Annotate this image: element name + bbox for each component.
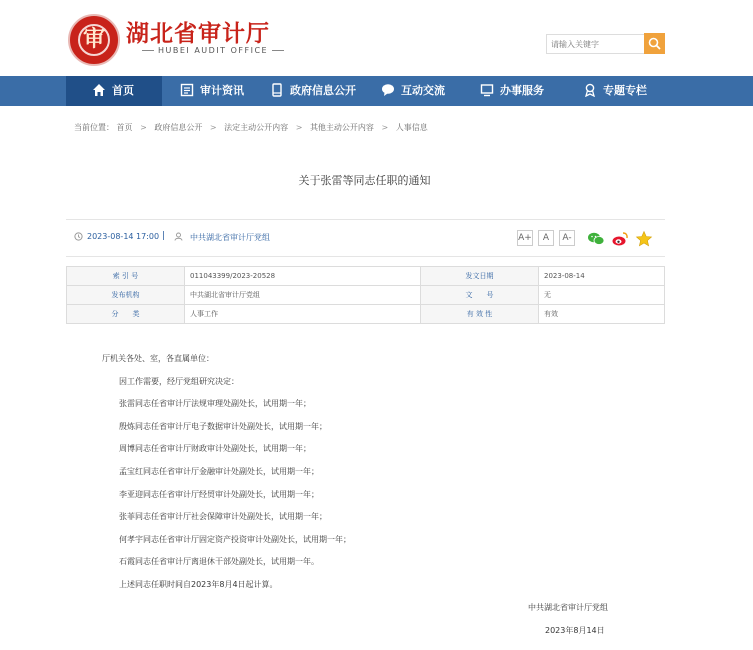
- nav-label-services: 办事服务: [500, 84, 544, 97]
- table-row: [67, 286, 665, 305]
- meta-divider-bottom: [66, 256, 665, 257]
- document-number-value: 无: [539, 286, 665, 305]
- site-subtitle: HUBEI AUDIT OFFICE: [138, 46, 288, 55]
- audit-seal-logo-icon[interactable]: [68, 14, 120, 66]
- weibo-icon[interactable]: [611, 230, 629, 248]
- nav-item-gov-info[interactable]: [270, 76, 356, 106]
- seal-glyph: 审: [82, 26, 105, 52]
- monitor-icon: [480, 83, 494, 97]
- body-paragraph: 周博同志任省审计厅财政审计处副处长，试用期一年；: [119, 444, 311, 454]
- nav-label-home: 首页: [112, 84, 134, 97]
- breadcrumb-separator: >: [295, 123, 303, 132]
- body-paragraph: 张雷同志任省审计厅法规审理处副处长，试用期一年；: [119, 399, 311, 409]
- breadcrumb: [74, 122, 428, 133]
- breadcrumb-item-home[interactable]: 首页: [116, 123, 133, 132]
- nav-item-services[interactable]: [480, 76, 544, 106]
- main-nav: [0, 76, 753, 106]
- category-label: 分 类: [67, 305, 185, 324]
- search-icon: [648, 37, 661, 50]
- breadcrumb-item-statutory[interactable]: 法定主动公开内容: [224, 123, 289, 132]
- nav-item-audit-news[interactable]: [180, 76, 244, 106]
- user-icon: [174, 232, 183, 241]
- nav-label-audit-news: 审计资讯: [200, 84, 244, 97]
- publishing-org-value: 中共湖北省审计厅党组: [185, 286, 421, 305]
- issue-date-value: 2023-08-14: [539, 267, 665, 286]
- index-number-value: 011043399/2023-20528: [185, 267, 421, 286]
- mobile-icon: [270, 83, 284, 97]
- validity-value: 有效: [539, 305, 665, 324]
- site-title[interactable]: 湖北省审计厅: [126, 20, 270, 47]
- index-number-label: 索 引 号: [67, 267, 185, 286]
- table-row: [67, 267, 665, 286]
- body-paragraph: 何孝宇同志任省审计厅固定资产投资审计处副处长，试用期一年；: [119, 534, 351, 544]
- validity-label: 有 效 性: [421, 305, 539, 324]
- signature-date: 2023年8月14日: [545, 626, 605, 635]
- body-paragraph: 因工作需要，经厅党组研究决定：: [119, 376, 239, 386]
- search-input[interactable]: [546, 34, 644, 54]
- body-paragraph: 上述同志任职时间自2023年8月4日起计算。: [119, 579, 278, 589]
- breadcrumb-item-personnel[interactable]: 人事信息: [395, 123, 428, 132]
- breadcrumb-item-other[interactable]: 其他主动公开内容: [309, 123, 374, 132]
- document-info-table: [66, 266, 665, 324]
- breadcrumb-item-gov-info[interactable]: 政府信息公开: [154, 123, 203, 132]
- font-smaller-button[interactable]: A-: [559, 230, 575, 246]
- publishing-org-label: 发布机构: [67, 286, 185, 305]
- salutation: 厅机关各处、室，各直属单位：: [102, 354, 214, 363]
- article-title: 关于张雷等同志任职的通知: [298, 174, 431, 187]
- body-paragraph: 殷炼同志任省审计厅电子数据审计处副处长，试用期一年；: [119, 421, 327, 431]
- font-larger-button[interactable]: A+: [517, 230, 533, 246]
- clock-icon: [74, 232, 83, 241]
- font-normal-button[interactable]: A: [538, 230, 554, 246]
- body-paragraph: 张菲同志任省审计厅社会保障审计处副处长，试用期一年；: [119, 512, 327, 522]
- ribbon-icon: [583, 83, 597, 97]
- nav-item-interaction[interactable]: [381, 76, 445, 106]
- article-publisher: 中共湖北省审计厅党组: [190, 233, 270, 242]
- chat-icon: [381, 83, 395, 97]
- nav-label-interaction: 互动交流: [401, 84, 445, 97]
- issue-date-label: 发文日期: [421, 267, 539, 286]
- breadcrumb-separator: >: [381, 123, 389, 132]
- nav-label-topics: 专题专栏: [603, 84, 647, 97]
- body-paragraph: 李亚迎同志任省审计厅经贸审计处副处长，试用期一年；: [119, 489, 319, 499]
- breadcrumb-prefix: 当前位置：: [74, 123, 114, 132]
- category-value: 人事工作: [185, 305, 421, 324]
- home-icon: [92, 83, 106, 97]
- document-number-label: 文 号: [421, 286, 539, 305]
- body-paragraph: 石霞同志任省审计厅离退休干部处副处长，试用期一年。: [119, 557, 319, 567]
- meta-separator: |: [162, 231, 166, 241]
- table-row: [67, 305, 665, 324]
- article-body: [102, 352, 662, 601]
- article-datetime: 2023-08-14 17:00: [87, 232, 160, 241]
- nav-item-home[interactable]: [66, 76, 162, 106]
- document-icon: [180, 83, 194, 97]
- breadcrumb-separator: >: [209, 123, 217, 132]
- wechat-icon[interactable]: [587, 230, 605, 248]
- meta-divider-top: [66, 219, 665, 220]
- search-button[interactable]: [644, 33, 665, 54]
- site-header: [0, 0, 753, 76]
- nav-item-topics[interactable]: [583, 76, 647, 106]
- breadcrumb-separator: >: [140, 123, 147, 132]
- body-paragraph: 孟宝红同志任省审计厅金融审计处副处长，试用期一年；: [119, 466, 319, 476]
- nav-label-gov-info: 政府信息公开: [290, 84, 356, 97]
- star-favorite-icon[interactable]: [635, 230, 653, 248]
- signature: 中共湖北省审计厅党组: [528, 603, 608, 612]
